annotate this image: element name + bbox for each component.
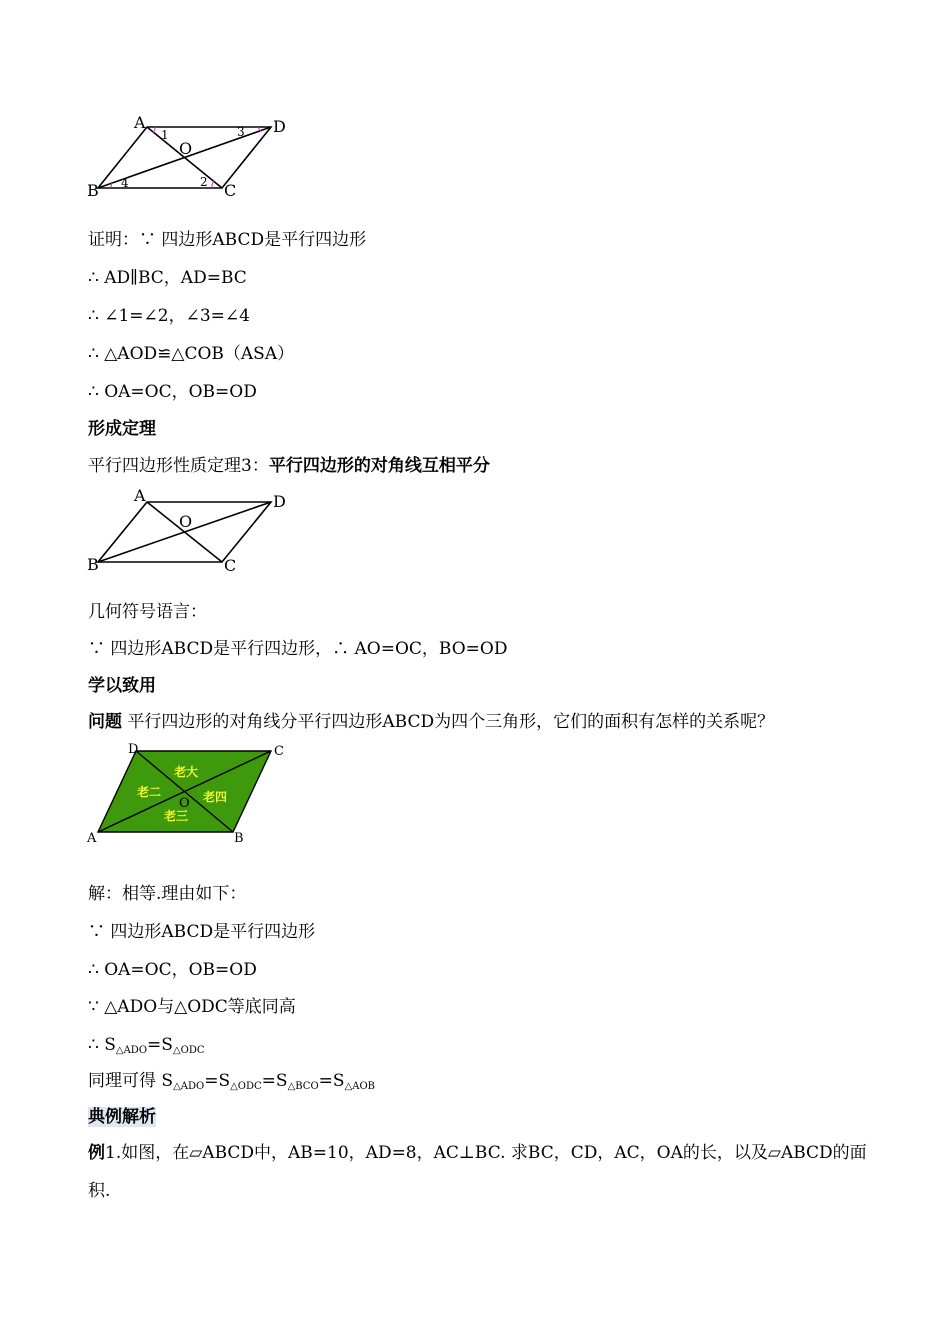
point-d-label: D [128,742,139,757]
similarly-text: 同理可得 [88,1071,162,1091]
solution-line-1: 解：相等.理由如下： [88,884,247,904]
area-symbol: S [332,1071,345,1091]
section-heading-examples-text: 典例解析 [88,1107,156,1127]
area-symbol: S [161,1035,173,1055]
area-subscript-ado: △ADO [115,1045,148,1056]
point-b-label: B [234,831,244,846]
equals-sign: = [318,1071,333,1091]
solution-line-4: ∵ △ADO与△ODC等底同高 [88,997,296,1017]
region-bottom-label: 老三 [164,809,189,823]
equals-sign: = [204,1071,219,1091]
point-a-label: A [134,486,146,505]
theorem-body: 平行四边形的对角线互相平分 [268,456,490,476]
figure-green-parallelogram [85,740,295,848]
region-left-label: 老二 [137,785,162,799]
area-subscript-odc: △ODC [230,1081,262,1092]
area-subscript-ado: △ADO [173,1081,205,1092]
point-o-label: O [179,512,193,531]
example-line-1 [88,1142,867,1164]
area-symbol: S [161,1071,174,1091]
area-symbol: S [218,1071,231,1091]
section-heading-theorem: 形成定理 [88,419,156,439]
example-label: 例 [88,1143,105,1163]
theorem-prefix: 平行四边形性质定理3： [88,456,269,476]
solution-line-2: ∵ 四边形ABCD是平行四边形 [88,922,316,942]
point-d-label: D [273,492,286,511]
angle-3-label: 3 [237,125,245,139]
point-c-label: C [274,744,284,759]
angle-2-label: 2 [200,175,208,189]
question-label: 问题 [88,712,122,732]
area-symbol: S [104,1035,116,1055]
point-b-label: B [87,555,99,574]
example-line-2: 积. [88,1181,111,1201]
solution-line-5 [88,1034,205,1062]
point-a-label: A [87,831,97,846]
area-subscript-bco: △BCO [287,1081,319,1092]
proof-line-5: ∴ OA=OC，OB=OD [88,382,257,402]
proof-line-3: ∴ ∠1=∠2，∠3=∠4 [88,306,250,326]
region-top-label: 老大 [174,765,199,779]
point-d-label: D [273,117,286,136]
point-b-label: B [87,181,99,200]
equals-sign: = [147,1035,162,1055]
angle-1-label: 1 [161,128,169,142]
question-line [88,711,774,733]
figure-parallelogram-diagonals [85,485,295,577]
symbol-language-line: ∵ 四边形ABCD是平行四边形，∴ AO=OC，BO=OD [88,639,508,659]
proof-line-1: 证明：∵ 四边形ABCD是平行四边形 [88,230,367,250]
point-a-label: A [134,113,146,132]
area-subscript-aob: △AOB [344,1081,376,1092]
symbol-language-title: 几何符号语言： [88,602,207,622]
equals-sign: = [261,1071,276,1091]
point-o-label: O [179,796,190,811]
area-symbol: S [275,1071,288,1091]
section-heading-apply: 学以致用 [88,676,156,696]
section-heading-examples [88,1106,156,1128]
point-c-label: C [224,556,237,575]
angle-4-label: 4 [121,176,129,190]
question-text: 平行四边形的对角线分平行四边形ABCD为四个三角形，它们的面积有怎样的关系呢？ [122,712,775,732]
therefore-symbol: ∴ [88,1035,105,1055]
proof-line-4: ∴ △AOD≌△COB（ASA） [88,344,295,364]
example-text: 1.如图，在▱ABCD中，AB=10，AD=8，AC⊥BC. 求BC，CD，AC，OA的长，以及▱ABCD的面 [105,1143,867,1163]
figure-parallelogram-angles [85,112,295,200]
point-o-label: O [179,139,193,158]
solution-line-6 [88,1070,375,1098]
point-c-label: C [224,181,237,200]
region-right-label: 老四 [203,790,228,804]
theorem-line [88,455,490,477]
proof-line-2: ∴ AD∥BC，AD=BC [88,268,247,288]
solution-line-3: ∴ OA=OC，OB=OD [88,960,257,980]
area-subscript-odc: △ODC [172,1045,205,1056]
